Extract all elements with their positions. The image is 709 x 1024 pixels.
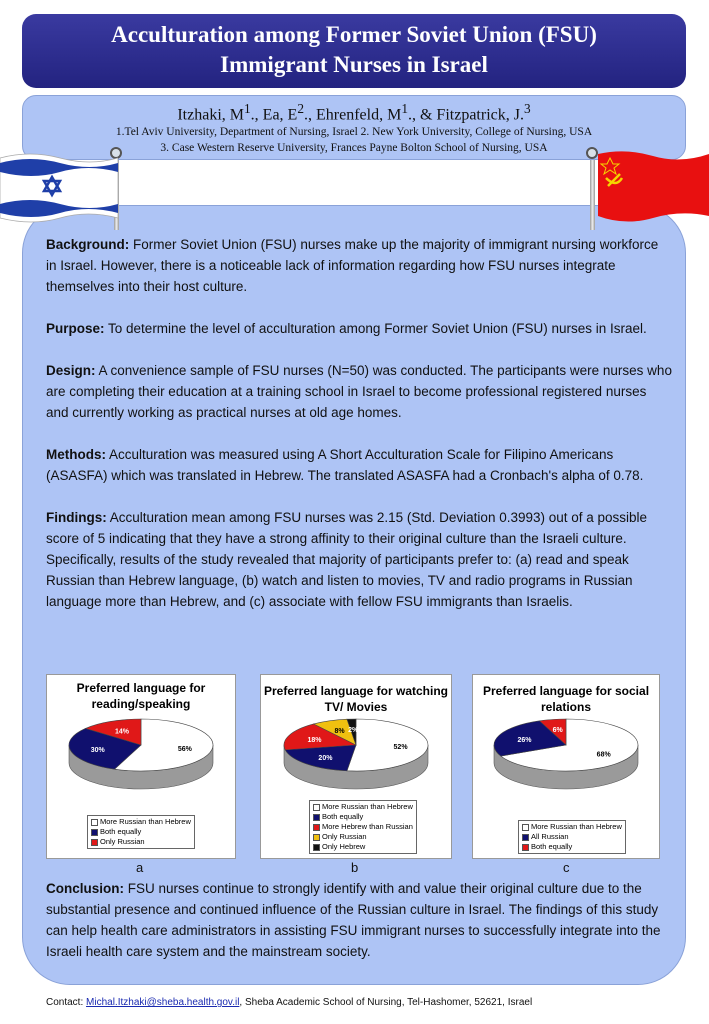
author-names xyxy=(23,101,685,124)
contact-email-link[interactable]: Michal.Itzhaki@sheba.health.gov.il xyxy=(86,997,240,1008)
author-2-sup: 2 xyxy=(297,101,304,116)
legend-swatch xyxy=(91,829,98,836)
author-3: ., Ehrenfeld, M xyxy=(304,106,402,124)
pie-data-label: 8% xyxy=(334,728,345,736)
legend-label: More Russian than Hebrew xyxy=(322,802,413,811)
legend-swatch xyxy=(313,804,320,811)
conclusion-block xyxy=(46,878,672,983)
pie-data-label: 30% xyxy=(90,747,105,755)
legend-entry xyxy=(91,837,191,847)
affiliation-line-1: 1.Tel Aviv University, Department of Nursing, Israel 2. New York University, College of Nursing, USA xyxy=(115,126,593,139)
legend-label: More Russian than Hebrew xyxy=(531,822,622,831)
legend-entry xyxy=(313,842,413,852)
poster-title-line1: Acculturation among Former Soviet Union (FSU) xyxy=(111,22,597,47)
legend-label: All Russian xyxy=(531,832,569,841)
legend-entry xyxy=(313,822,413,832)
soviet-flag-icon xyxy=(598,148,709,223)
legend-swatch xyxy=(522,834,529,841)
legend-swatch xyxy=(522,844,529,851)
conclusion-section xyxy=(46,878,672,962)
contact-label: Contact: xyxy=(46,997,84,1008)
legend-label: Both equally xyxy=(100,827,142,836)
chart-c-box xyxy=(472,674,660,859)
caption-b: b xyxy=(351,860,359,875)
legend-entry xyxy=(313,812,413,822)
purpose-label: Purpose: xyxy=(46,321,105,336)
legend-entry xyxy=(522,832,622,842)
chart-a-pie xyxy=(47,715,235,800)
pie-data-label: 26% xyxy=(517,737,532,745)
caption-c: c xyxy=(563,860,570,875)
methods-section xyxy=(46,444,672,486)
author-2: ., Ea, E xyxy=(250,106,298,124)
legend-label: Only Russian xyxy=(100,837,145,846)
legend-entry xyxy=(91,827,191,837)
chart-c-legend xyxy=(518,820,626,854)
pie-data-label: 56% xyxy=(177,746,192,754)
pie-data-label: 18% xyxy=(307,737,322,745)
background-text: Former Soviet Union (FSU) nurses make up the majority of immigrant nursing workforce in Israel. However, there is a noticeable lack of information regarding how FSU nurses integrate themselves into their host culture. xyxy=(46,237,659,294)
background-label: Background: xyxy=(46,237,130,252)
legend-label: More Russian than Hebrew xyxy=(100,817,191,826)
chart-a-title: Preferred language for reading/speaking xyxy=(76,681,206,711)
legend-swatch xyxy=(313,834,320,841)
pie-data-label: 20% xyxy=(318,754,333,762)
legend-label: Both equally xyxy=(531,842,573,851)
background-section xyxy=(46,234,672,297)
author-1-sup: 1 xyxy=(244,101,251,116)
pie-data-label: 6% xyxy=(552,727,563,735)
design-section xyxy=(46,360,672,423)
pie-data-label: 2% xyxy=(348,726,359,734)
chart-b-box xyxy=(260,674,452,859)
design-label: Design: xyxy=(46,363,96,378)
legend-label: Both equally xyxy=(322,812,364,821)
findings-label: Findings: xyxy=(46,510,107,525)
poster-title-bar xyxy=(22,14,686,88)
chart-a-box xyxy=(46,674,236,859)
purpose-section xyxy=(46,318,672,339)
legend-entry xyxy=(91,817,191,827)
legend-entry xyxy=(313,832,413,842)
author-4: ., & Fitzpatrick, J. xyxy=(407,106,524,124)
contact-line xyxy=(46,997,532,1008)
conclusion-text: FSU nurses continue to strongly identify with and value their original culture due to the substantial presence and continued influence of the Russian culture in Israel. The findings of this study can help health care administrators in assisting FSU immigrant nurses to successfully integrate into the Israeli health care system and the mainstream society. xyxy=(46,881,661,959)
israel-flag-icon xyxy=(0,150,118,225)
legend-label: Only Hebrew xyxy=(322,842,366,851)
right-pole-knob xyxy=(586,147,598,159)
findings-text: Acculturation mean among FSU nurses was 2.15 (Std. Deviation 0.3993) out of a possible score of 5 indicating that they have a strong affinity to their original culture than the Israeli culture. Specifically, results of the study revealed that majority of participants prefer to: (a) read and speak Russian than Hebrew language, (b) watch and listen to movies, TV and radio programs in Russian language more than Hebrew, and (c) associate with fellow FSU immigrants than Israelis. xyxy=(46,510,648,609)
chart-c-pie xyxy=(473,715,659,800)
legend-swatch xyxy=(313,814,320,821)
purpose-text: To determine the level of acculturation among Former Soviet Union (FSU) nurses in Israel. xyxy=(108,321,647,336)
abstract-text xyxy=(46,234,672,633)
affiliation-line-2: 3. Case Western Reserve University, Frances Payne Bolton School of Nursing, USA xyxy=(160,142,548,155)
legend-entry xyxy=(522,842,622,852)
right-flag-pole xyxy=(590,160,595,230)
pie-data-label: 52% xyxy=(393,744,408,752)
chart-a-legend xyxy=(87,815,195,849)
contact-address: , Sheba Academic School of Nursing, Tel-Hashomer, 52621, Israel xyxy=(239,997,533,1008)
legend-entry xyxy=(522,822,622,832)
author-4-sup: 3 xyxy=(523,101,531,116)
methods-label: Methods: xyxy=(46,447,106,462)
chart-b-title: Preferred language for watching TV/ Movies xyxy=(263,684,449,714)
banner-gap xyxy=(118,160,596,205)
legend-entry xyxy=(313,802,413,812)
legend-swatch xyxy=(91,839,98,846)
design-text: A convenience sample of FSU nurses (N=50) was conducted. The participants were nurses who are completing their education at a training school in Israel to become professional registered nurses and currently working as practical nurses at old age homes. xyxy=(46,363,672,420)
methods-text: Acculturation was measured using A Short Acculturation Scale for Filipino Americans (ASASFA) which was translated in Hebrew. The translated ASASFA had a Cronbach's alpha of 0.78. xyxy=(46,447,644,483)
author-3-sup: 1 xyxy=(401,101,408,116)
conclusion-label: Conclusion: xyxy=(46,881,124,896)
legend-label: More Hebrew than Russian xyxy=(322,822,413,831)
findings-section xyxy=(46,507,672,612)
caption-a: a xyxy=(136,860,144,875)
legend-swatch xyxy=(313,844,320,851)
legend-swatch xyxy=(522,824,529,831)
legend-swatch xyxy=(91,819,98,826)
legend-swatch xyxy=(313,824,320,831)
legend-label: Only Russian xyxy=(322,832,367,841)
chart-b-legend xyxy=(309,800,417,854)
author-1: Itzhaki, M xyxy=(177,106,244,124)
poster-title-line2: Immigrant Nurses in Israel xyxy=(220,52,488,77)
pie-data-label: 14% xyxy=(114,728,130,736)
chart-c-title: Preferred language for social relations xyxy=(482,684,650,714)
chart-b-pie xyxy=(261,715,451,800)
pie-data-label: 68% xyxy=(596,751,611,759)
